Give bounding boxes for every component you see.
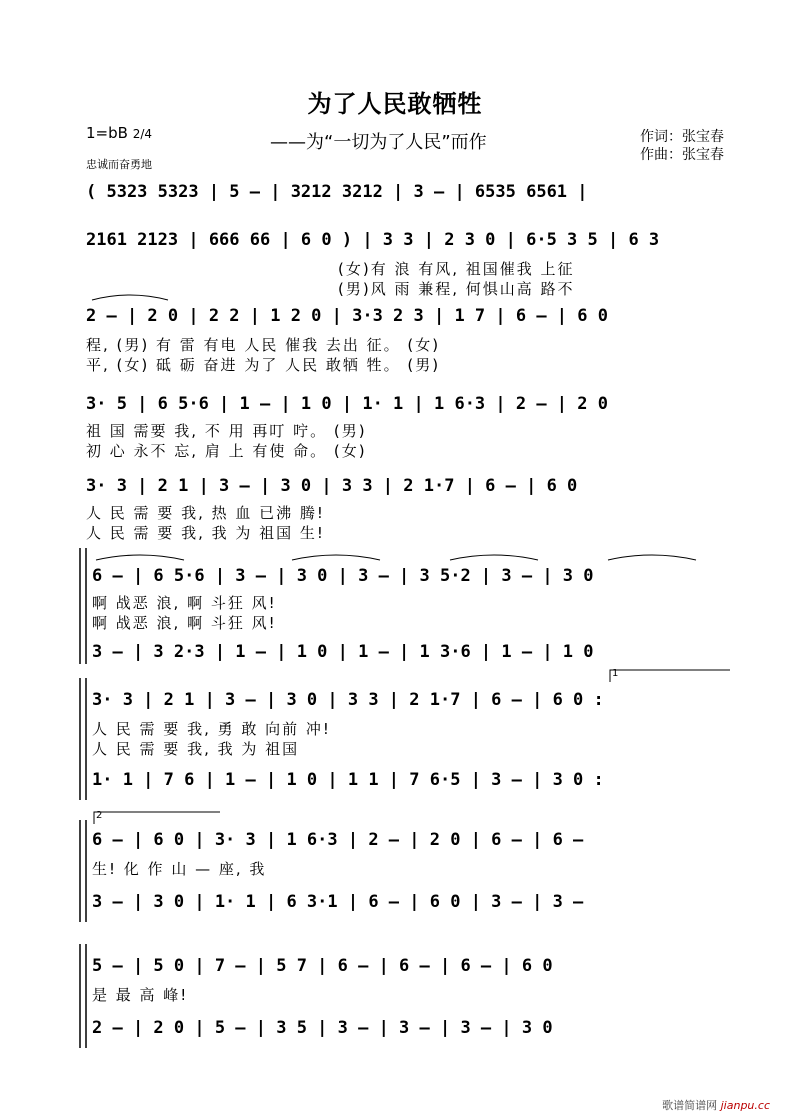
row-4-notes: 3· 5 | 6 5·6 | 1 – | 1 0 | 1· 1 | 1 6·3 | 2 – | 2 0 <box>86 394 608 414</box>
slur-arc <box>292 555 380 560</box>
row-2-lyrics-female: (女)有 浪 有风, 祖国催我 上征 <box>338 260 575 278</box>
row-4-lyrics-2: 初 心 永不 忘, 肩 上 有使 命。 (女) <box>86 442 367 460</box>
key-signature-text: 1=bB <box>86 124 128 142</box>
composer: 作曲：张宝春 <box>640 147 724 163</box>
row-2-notes: 2161 2123 | 666 66 | 6 0 ) | 3 3 | 2 3 0 | 6·5 3 5 | 6 3 <box>86 230 660 250</box>
page-title: 为了人民敢牺牲 <box>307 90 483 118</box>
system-1-lyrics-1: 啊 战恶 浪, 啊 斗狂 风! <box>92 594 277 612</box>
slur-arc <box>92 295 168 300</box>
row-5-lyrics-1: 人 民 需 要 我, 热 血 已沸 腾! <box>86 504 325 522</box>
row-2-lyrics-male: (男)风 雨 兼程, 何惧山高 路不 <box>338 280 575 298</box>
watermark-site-name: 歌谱简谱网 <box>662 1099 718 1112</box>
system-2-lower-notes: 1· 1 | 7 6 | 1 – | 1 0 | 1 1 | 7 6·5 | 3 – | 3 0 : <box>92 770 604 790</box>
row-3-lyrics-2: 平, (女) 砥 砺 奋进 为了 人民 敢牺 牲。 (男) <box>86 356 441 374</box>
system-3-upper-notes: 6 – | 6 0 | 3· 3 | 1 6·3 | 2 – | 2 0 | 6 – | 6 – <box>92 830 584 850</box>
system-2-upper-notes: 3· 3 | 2 1 | 3 – | 3 0 | 3 3 | 2 1·7 | 6 – | 6 0 : <box>92 690 604 710</box>
system-2-lyrics-2: 人 民 需 要 我, 我 为 祖国 <box>92 740 300 758</box>
slur-arc <box>96 555 184 560</box>
slur-arc <box>608 555 696 560</box>
lyricist: 作词：张宝春 <box>640 129 724 145</box>
row-5-lyrics-2: 人 民 需 要 我, 我 为 祖国 生! <box>86 524 325 542</box>
time-signature: 2/4 <box>132 127 153 141</box>
subtitle: ——为“一切为了人民”而作 <box>270 132 487 153</box>
system-4-upper-notes: 5 – | 5 0 | 7 – | 5 7 | 6 – | 6 – | 6 – | 6 0 <box>92 956 553 976</box>
system-3-lyrics-1: 生! 化 作 山 — 座, 我 <box>92 860 267 878</box>
system-1-upper-notes: 6 – | 6 5·6 | 3 – | 3 0 | 3 – | 3 5·2 | 3 – | 3 0 <box>92 566 594 586</box>
row-4-lyrics-1: 祖 国 需要 我, 不 用 再叮 咛。 (男) <box>86 422 367 440</box>
watermark <box>662 1097 770 1113</box>
system-2-lyrics-1: 人 民 需 要 我, 勇 敢 向前 冲! <box>92 720 331 738</box>
slur-arc <box>450 555 538 560</box>
watermark-site-url: jianpu.cc <box>720 1099 770 1112</box>
system-1-lower-notes: 3 – | 3 2·3 | 1 – | 1 0 | 1 – | 1 3·6 | 1 – | 1 0 <box>92 642 594 662</box>
system-3-bracket <box>80 820 86 922</box>
system-4-bracket <box>80 944 86 1048</box>
row-5-notes: 3· 3 | 2 1 | 3 – | 3 0 | 3 3 | 2 1·7 | 6 – | 6 0 <box>86 476 578 496</box>
system-1-bracket <box>80 548 86 664</box>
volta-2-bracket <box>94 812 220 824</box>
system-2-bracket <box>80 678 86 800</box>
system-3-lower-notes: 3 – | 3 0 | 1· 1 | 6 3·1 | 6 – | 6 0 | 3 – | 3 – <box>92 892 584 912</box>
volta-1-bracket <box>610 670 730 682</box>
tempo-marking: 忠诚而奋勇地 <box>86 158 152 171</box>
system-4-lyrics-1: 是 最 高 峰! <box>92 986 189 1004</box>
system-4-lower-notes: 2 – | 2 0 | 5 – | 3 5 | 3 – | 3 – | 3 – | 3 0 <box>92 1018 553 1038</box>
volta-1-label: 1 <box>612 668 619 679</box>
volta-2-label: 2 <box>96 810 103 821</box>
system-1-lyrics-2: 啊 战恶 浪, 啊 斗狂 风! <box>92 614 277 632</box>
row-3-notes: 2 – | 2 0 | 2 2 | 1 2 0 | 3·3 2 3 | 1 7 | 6 – | 6 0 <box>86 306 608 326</box>
row-1-notes: ( 5323 5323 | 5 – | 3212 3212 | 3 – | 6535 6561 | <box>86 182 588 202</box>
row-3-lyrics-1: 程, (男) 有 雷 有电 人民 催我 去出 征。 (女) <box>86 336 441 354</box>
